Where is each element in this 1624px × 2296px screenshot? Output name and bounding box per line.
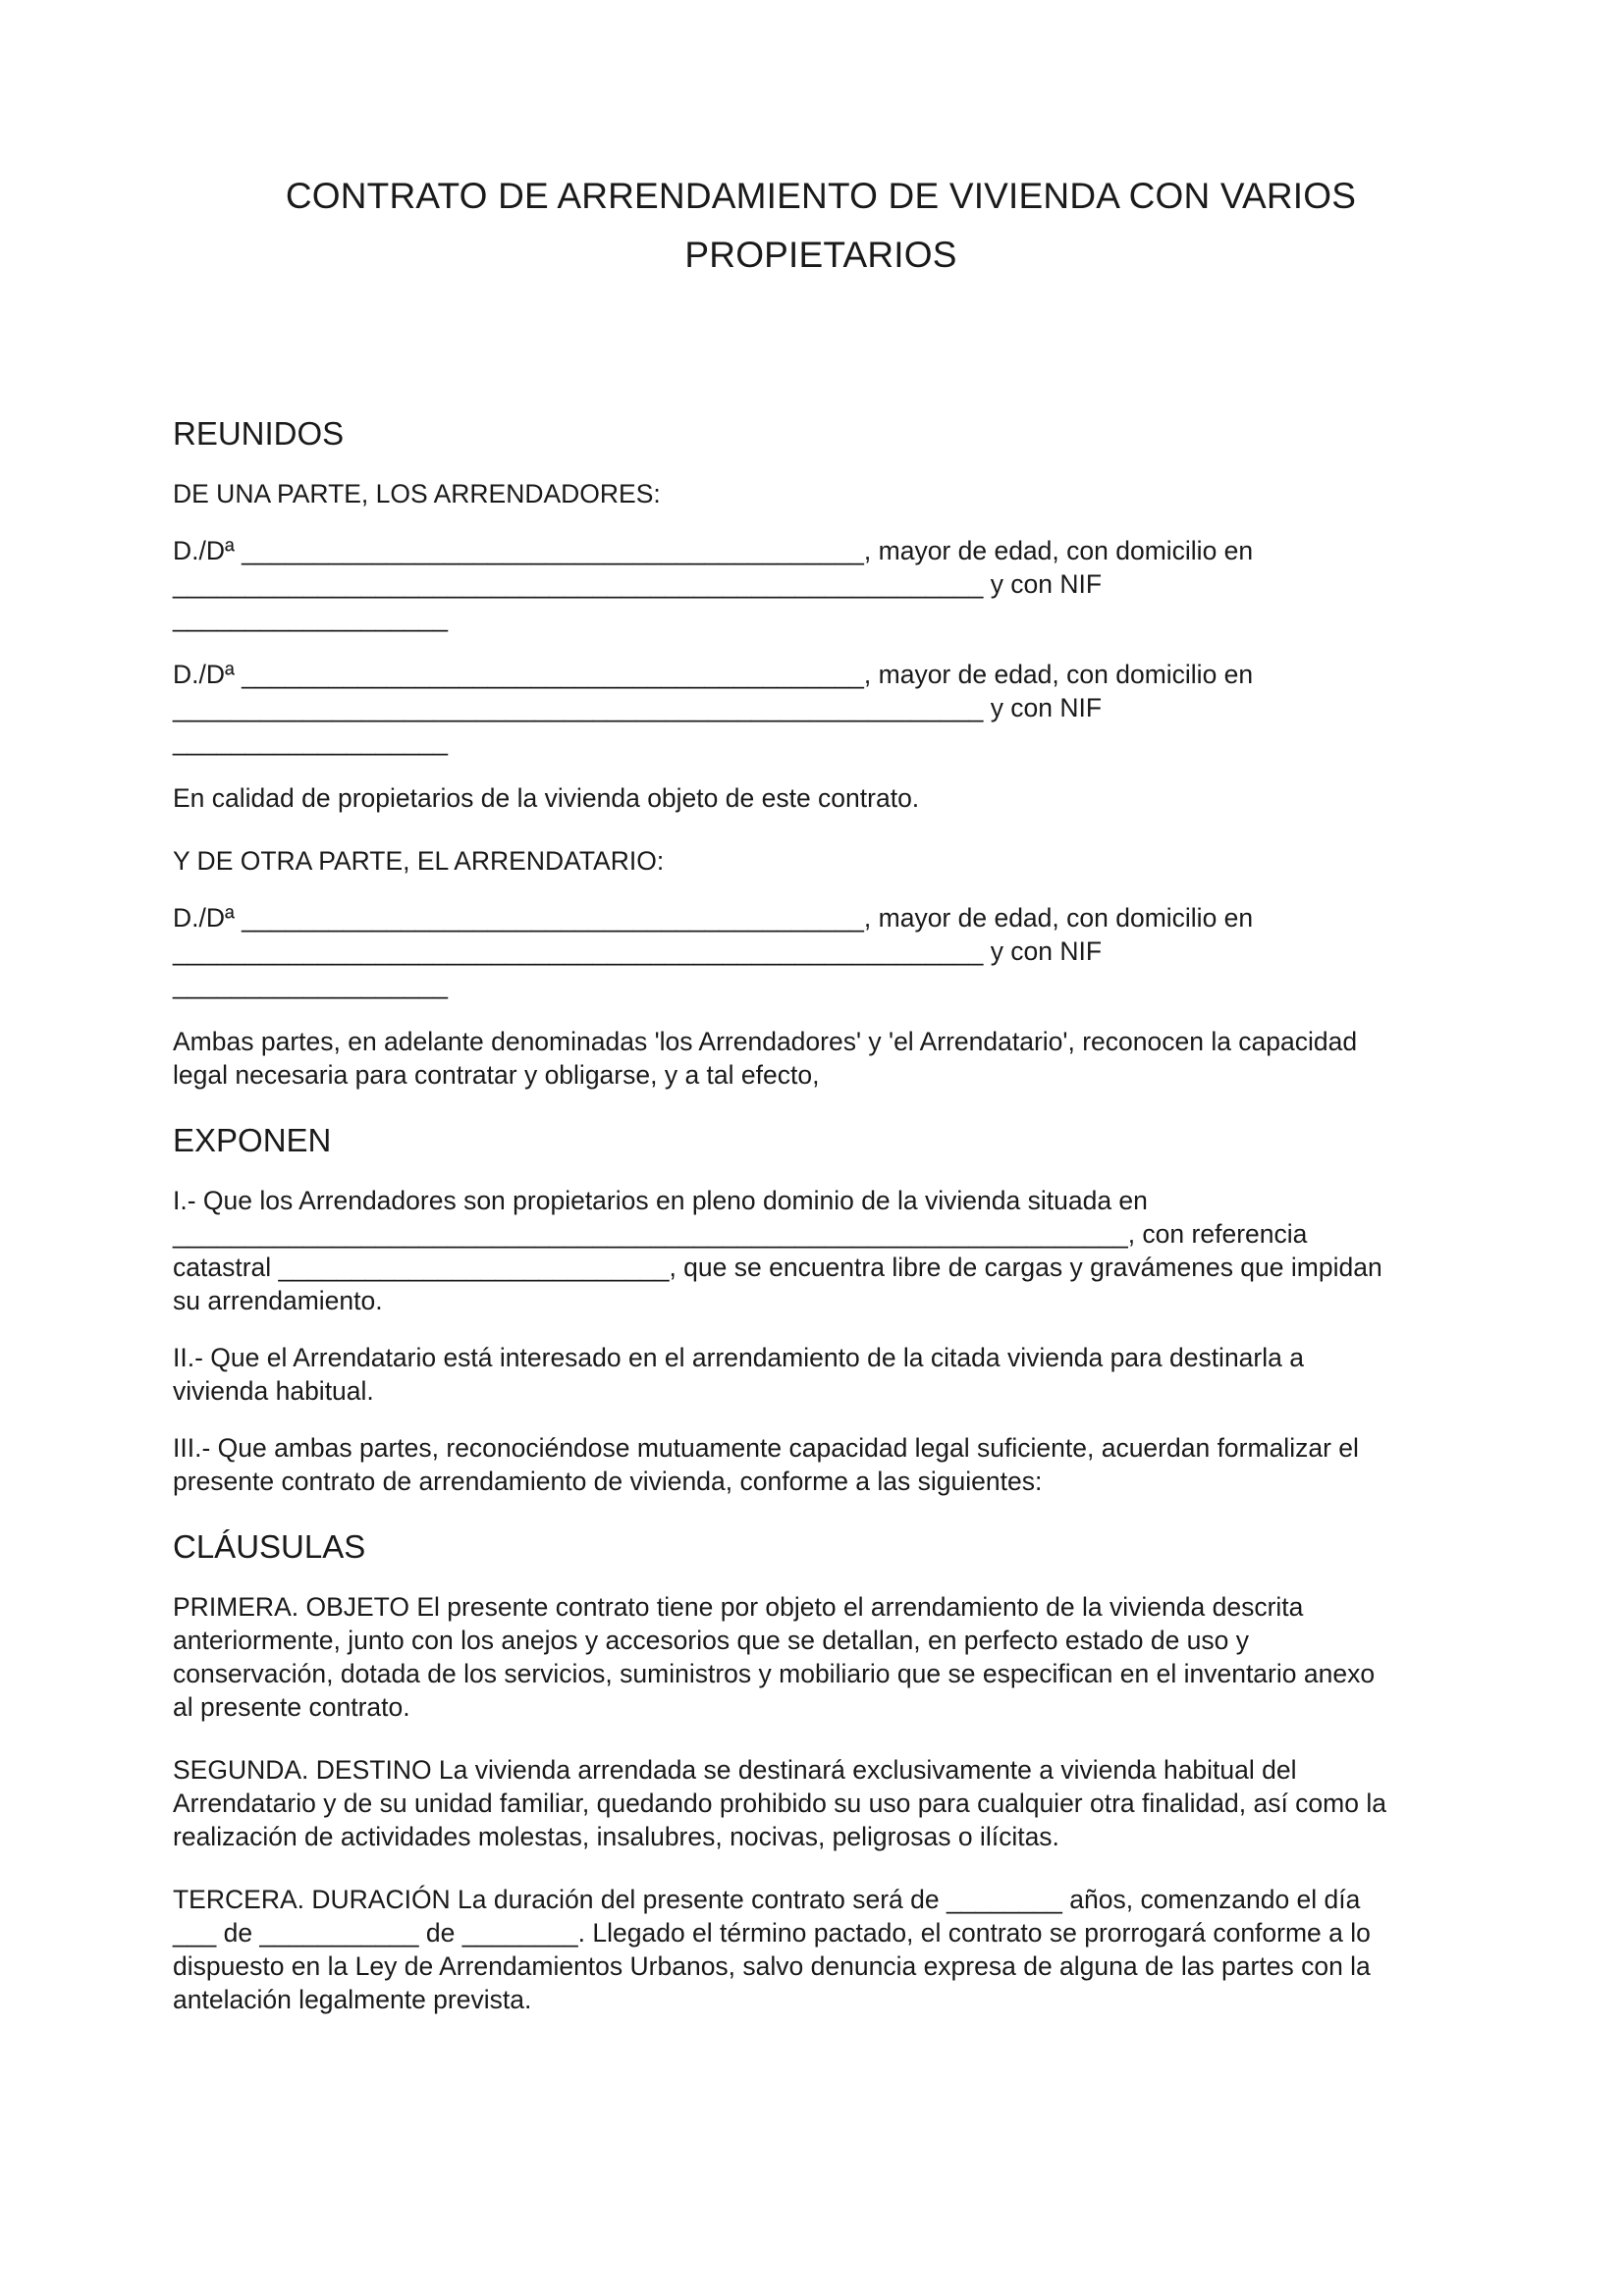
fill-line: ___________________ [173,970,449,999]
text-line: antelación legalmente prevista. [173,1985,532,2014]
arrendatario-label: Y DE OTRA PARTE, EL ARRENDATARIO: [173,846,665,876]
text-line: anteriormente, junto con los anejos y accesorios que se detallan, en perfecto estado de uso y [173,1626,1250,1655]
clausula-segunda [173,1753,1469,1853]
text-line: TERCERA. DURACIÓN La duración del presente contrato será de ________ años, comenzando el día [173,1885,1361,1914]
text-line: al presente contrato. [173,1692,410,1722]
text-line: vivienda habitual. [173,1376,374,1406]
fill-line: ________________________________________________________ y con NIF [173,936,1103,966]
text-line: catastral ___________________________, que se encuentra libre de cargas y gravámenes que impidan [173,1253,1382,1282]
fill-line: D./Dª ___________________________________________, mayor de edad, con domicilio en [173,660,1254,689]
exponen-item-3 [173,1431,1469,1498]
fill-line: ________________________________________________________ y con NIF [173,569,1103,599]
fill-line: ________________________________________________________ y con NIF [173,693,1103,722]
clausula-primera [173,1590,1469,1724]
arrendador-1-block [173,534,1469,634]
arrendador-2-block [173,658,1469,758]
text-line: II.- Que el Arrendatario está interesado en el arrendamiento de la citada vivienda para destinarla a [173,1343,1304,1372]
text-line: PRIMERA. OBJETO El presente contrato tiene por objeto el arrendamiento de la vivienda descrita [173,1592,1304,1622]
text-line: conservación, dotada de los servicios, suministros y mobiliario que se especifican en el inventario anexo [173,1659,1376,1688]
text-line: ___ de ___________ de ________. Llegado el término pactado, el contrato se prorrogará conforme a lo [173,1918,1371,1948]
title-line: PROPIETARIOS [684,235,957,275]
text-line: legal necesaria para contratar y obligarse, y a tal efecto, [173,1060,820,1090]
title-line: CONTRATO DE ARRENDAMIENTO DE VIVIENDA CON VARIOS [285,176,1357,216]
document-title [173,167,1469,285]
document-body [173,167,1469,2016]
calidad-paragraph: En calidad de propietarios de la vivienda objeto de este contrato. [173,783,920,813]
clausula-tercera [173,1883,1469,2016]
text-line: SEGUNDA. DESTINO La vivienda arrendada se destinará exclusivamente a vivienda habitual del [173,1755,1297,1785]
section-heading-exponen: EXPONEN [173,1122,332,1158]
text-line: dispuesto en la Ley de Arrendamientos Urbanos, salvo denuncia expresa de alguna de las partes con la [173,1951,1371,1981]
text-line: I.- Que los Arrendadores son propietarios en pleno dominio de la vivienda situada en [173,1186,1148,1215]
fill-line: D./Dª ___________________________________________, mayor de edad, con domicilio en [173,536,1254,565]
exponen-item-1 [173,1184,1469,1317]
ambas-partes-paragraph [173,1025,1469,1092]
text-line: Ambas partes, en adelante denominadas 'los Arrendadores' y 'el Arrendatario', reconocen la capacidad [173,1027,1358,1056]
arrendatario-block [173,901,1469,1001]
text-line: III.- Que ambas partes, reconociéndose mutuamente capacidad legal suficiente, acuerdan formalizar el [173,1433,1359,1463]
section-heading-clausulas: CLÁUSULAS [173,1528,366,1565]
text-line: Arrendatario y de su unidad familiar, quedando prohibido su uso para cualquier otra finalidad, así como la [173,1789,1386,1818]
fill-line: ___________________ [173,603,449,632]
text-line: realización de actividades molestas, insalubres, nocivas, peligrosas o ilícitas. [173,1822,1059,1851]
arrendadores-label: DE UNA PARTE, LOS ARRENDADORES: [173,479,661,508]
section-heading-reunidos: REUNIDOS [173,415,345,452]
text-line: su arrendamiento. [173,1286,383,1315]
fill-line: ___________________ [173,726,449,756]
text-line: presente contrato de arrendamiento de vivienda, conforme a las siguientes: [173,1467,1043,1496]
exponen-item-2 [173,1341,1469,1408]
fill-line: D./Dª ___________________________________________, mayor de edad, con domicilio en [173,903,1254,933]
text-line: __________________________________________________________________, con referencia [173,1219,1308,1249]
